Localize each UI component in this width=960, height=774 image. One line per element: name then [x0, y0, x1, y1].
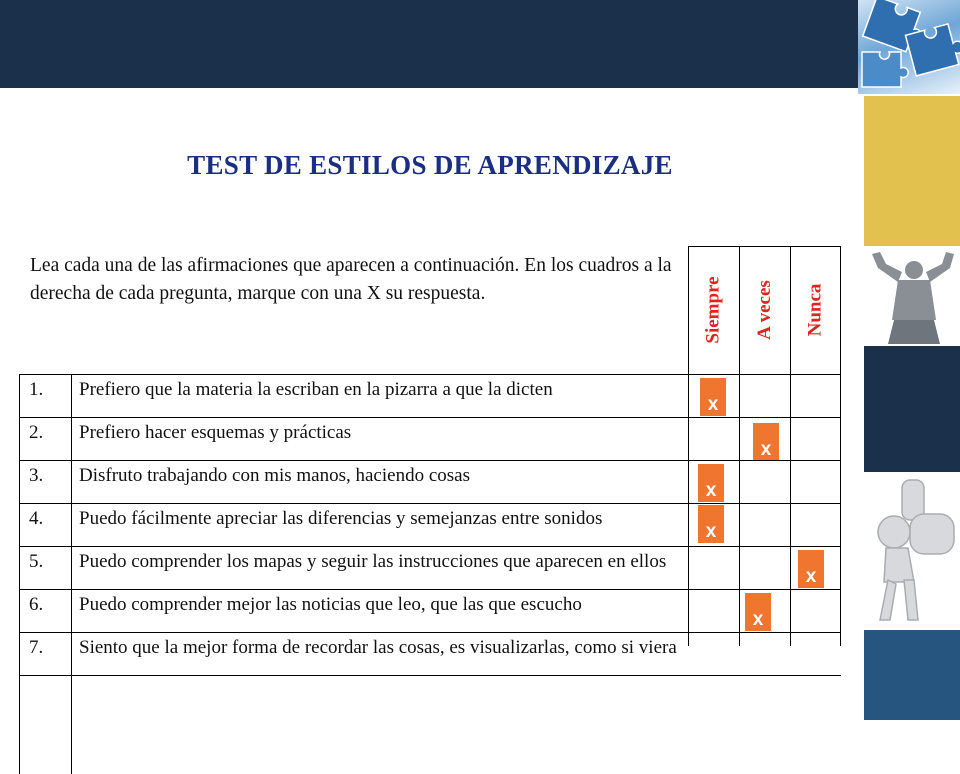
table-row [19, 374, 841, 417]
header-bar [0, 0, 858, 88]
table-row [19, 503, 841, 546]
document-title: TEST DE ESTILOS DE APRENDIZAJE [187, 150, 673, 180]
table-row [19, 417, 841, 460]
answer-mark[interactable]: x [745, 593, 771, 631]
row-number: 1. [29, 379, 44, 400]
thumbs-up-figure-image [864, 474, 960, 628]
table-row [19, 632, 841, 675]
row-statement: Prefiero que la materia la escriban en la pizarra a que la dicten [79, 379, 553, 400]
table-row [19, 589, 841, 632]
row-statement: Disfruto trabajando con mis manos, haciendo cosas [79, 465, 470, 486]
instructions-text: Lea cada una de las afirmaciones que aparecen a continuación. En los cuadros a la derecha de cada pregunta, marque con una X su respuesta. [30, 255, 672, 304]
row-statement: Prefiero hacer esquemas y prácticas [79, 422, 352, 443]
answer-mark[interactable]: x [798, 550, 824, 588]
answer-mark[interactable]: x [700, 378, 726, 416]
row-statement: Puedo comprender los mapas y seguir las instrucciones que aparecen en ellos [79, 551, 667, 572]
row-statement: Puedo fácilmente apreciar las diferencias y semejanzas entre sonidos [79, 508, 603, 529]
side-blue-block [864, 630, 960, 720]
answer-mark[interactable]: x [698, 505, 724, 543]
answer-table [19, 246, 841, 658]
table-top-border [688, 246, 841, 247]
row-number: 5. [29, 551, 44, 572]
row-number: 6. [29, 594, 44, 615]
answer-mark[interactable]: x [753, 423, 779, 461]
row-statement: Puedo comprender mejor las noticias que leo, que las que escucho [79, 594, 582, 615]
row-number: 3. [29, 465, 44, 486]
side-navy-block [864, 346, 960, 472]
table-row [19, 460, 841, 503]
row-number: 4. [29, 508, 44, 529]
row-number: 7. [29, 637, 44, 658]
column-head-siempre: Siempre [702, 276, 724, 344]
side-yellow-block [864, 96, 960, 246]
answer-mark[interactable]: x [698, 464, 724, 502]
column-head-a-veces: A veces [753, 280, 775, 340]
muscle-statue-image [864, 248, 960, 344]
row-number: 2. [29, 422, 44, 443]
table-row-border [19, 675, 841, 676]
row-statement: Siento que la mejor forma de recordar las cosas, es visualizarlas, como si viera [79, 637, 677, 658]
table-row [19, 546, 841, 589]
column-head-nunca: Nunca [804, 283, 826, 337]
puzzle-image [858, 0, 960, 94]
